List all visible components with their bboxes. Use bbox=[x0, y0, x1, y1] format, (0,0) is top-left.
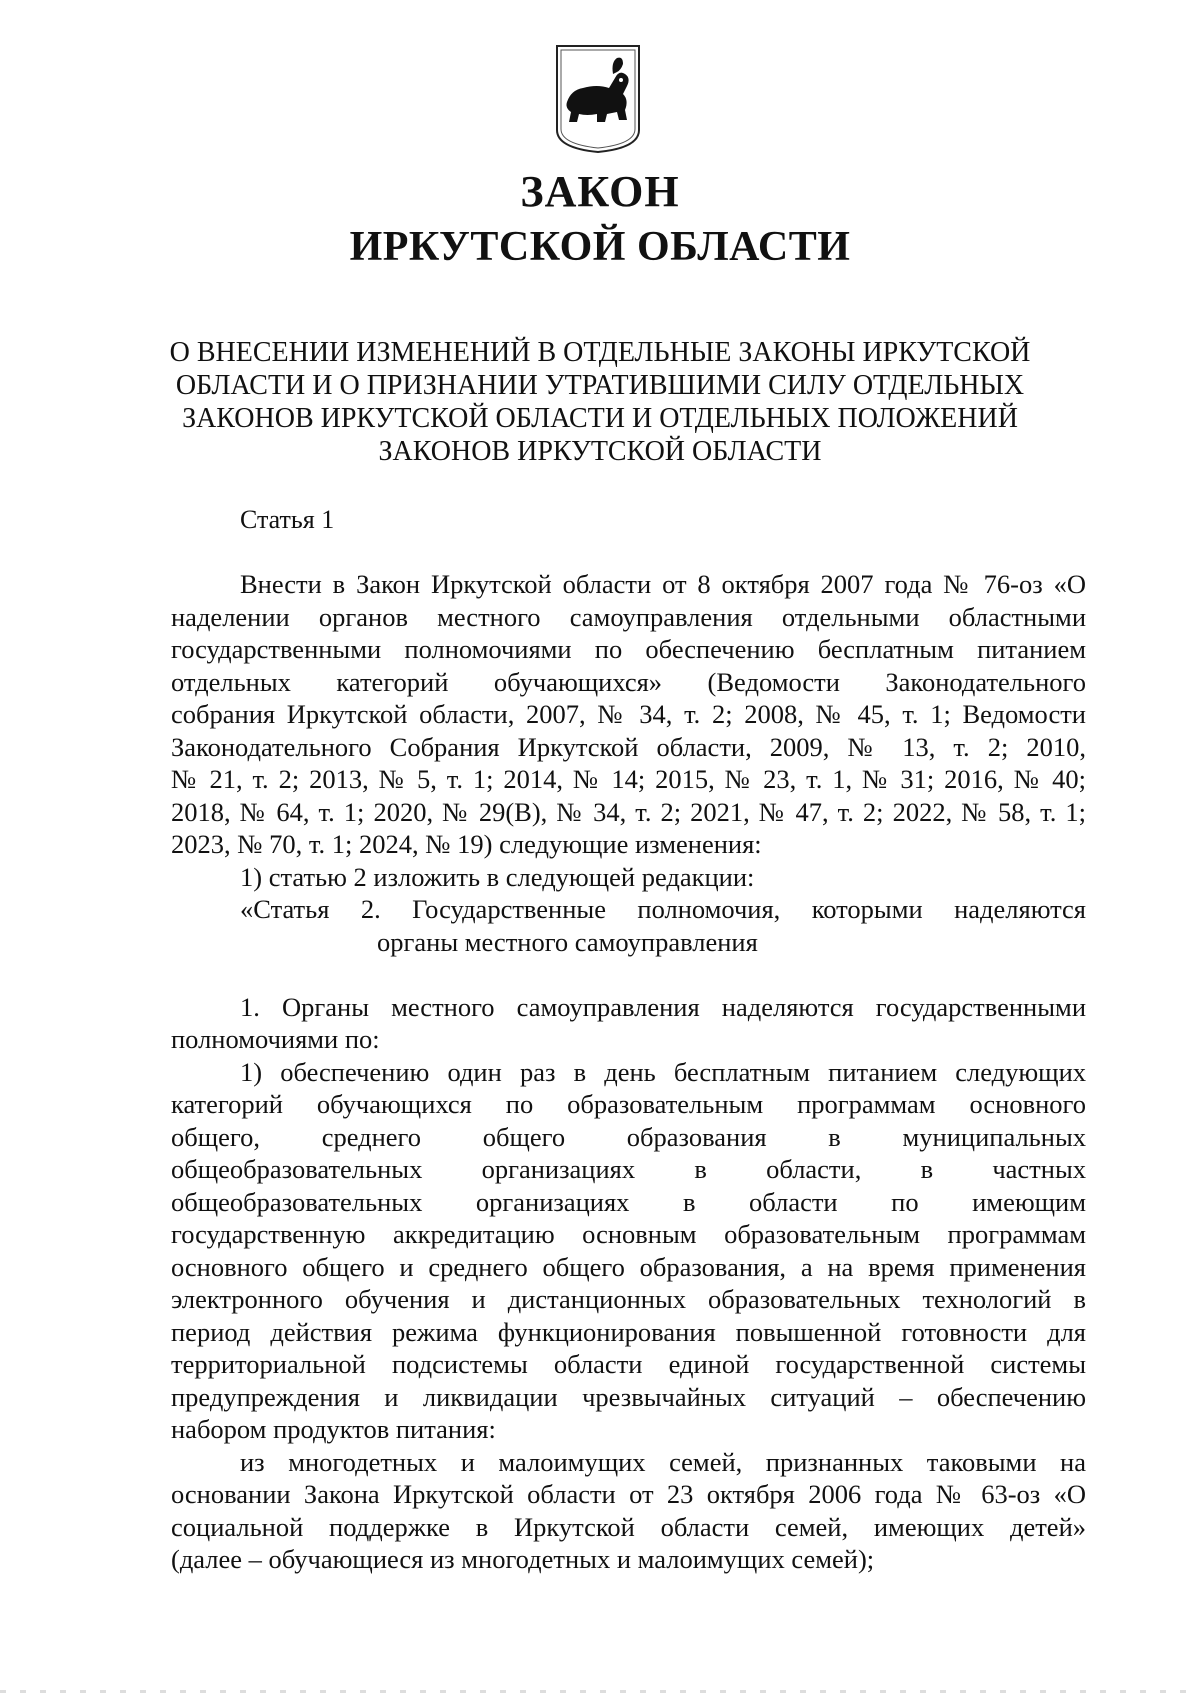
subclause-line: предупреждения и ликвидации чрезвычайных ситуаций – обеспечению bbox=[171, 1381, 1086, 1412]
family-clause-line: (далее – обучающиеся из многодетных и малоимущих семей); bbox=[171, 1544, 875, 1574]
subclause-line: 1) обеспечению один раз в день бесплатным питанием следующих bbox=[240, 1056, 1086, 1087]
subclause-line: территориальной подсистемы области единой государственной системы bbox=[171, 1349, 1086, 1379]
paragraph-line: Законодательного Собрания Иркутской области, 2009, № 13, т. 2; 2010, bbox=[171, 731, 1086, 762]
paragraph-line: № 21, т. 2; 2013, № 5, т. 1; 2014, № 14; 2015, № 23, т. 1, № 31; 2016, № 40; bbox=[171, 764, 1086, 794]
subtitle-line: ЗАКОНОВ ИРКУТСКОЙ ОБЛАСТИ И ОТДЕЛЬНЫХ ПОЛОЖЕНИЙ bbox=[182, 403, 1018, 434]
law-subtitle bbox=[150, 336, 1050, 468]
spacer bbox=[171, 958, 1086, 991]
article2-heading-cont: органы местного самоуправления bbox=[377, 926, 758, 957]
family-clause-line: из многодетных и малоимущих семей, признанных таковыми на bbox=[240, 1446, 1086, 1477]
subtitle-line: О ВНЕСЕНИИ ИЗМЕНЕНИЙ В ОТДЕЛЬНЫЕ ЗАКОНЫ ИРКУТСКОЙ bbox=[169, 337, 1031, 368]
amendment-item: 1) статью 2 изложить в следующей редакции: bbox=[240, 861, 755, 892]
paragraph-line: 2018, № 64, т. 1; 2020, № 29(В), № 34, т. 2; 2021, № 47, т. 2; 2022, № 58, т. 1; bbox=[171, 796, 1086, 827]
subclause-line: категорий обучающихся по образовательным программам основного bbox=[171, 1089, 1086, 1119]
law-title: ЗАКОН bbox=[520, 167, 680, 216]
subclause-line: государственную аккредитацию основным образовательным программам bbox=[171, 1219, 1086, 1249]
law-region-title: ИРКУТСКОЙ ОБЛАСТИ bbox=[349, 224, 851, 270]
subclause-line: общеобразовательных организациях в области, в частных bbox=[171, 1154, 1086, 1184]
family-clause-line: основании Закона Иркутской области от 23 октября 2006 года № 63-оз «О bbox=[171, 1479, 1086, 1509]
subclause-line: общего, среднего общего образования в муниципальных bbox=[171, 1121, 1086, 1152]
subclause-line: электронного обучения и дистанционных образовательных технологий в bbox=[171, 1284, 1086, 1314]
article-heading: Статья 1 bbox=[240, 505, 335, 534]
clause-line: полномочиями по: bbox=[171, 1024, 380, 1054]
paragraph-line: государственными полномочиями по обеспечению бесплатным питанием bbox=[171, 634, 1086, 664]
paragraph-line: отдельных категорий обучающихся» (Ведомости Законодательного bbox=[171, 666, 1086, 697]
family-clause-line: социальной поддержке в Иркутской области семей, имеющих детей» bbox=[171, 1511, 1086, 1542]
paragraph-line: 2023, № 70, т. 1; 2024, № 19) следующие изменения: bbox=[171, 829, 762, 859]
subclause-line: основного общего и среднего общего образования, а на время применения bbox=[171, 1251, 1086, 1282]
paragraph-line: собрания Иркутской области, 2007, № 34, т. 2; 2008, № 45, т. 1; Ведомости bbox=[171, 699, 1086, 729]
article-body bbox=[171, 568, 1086, 1576]
subtitle-line: ЗАКОНОВ ИРКУТСКОЙ ОБЛАСТИ bbox=[378, 436, 822, 467]
subclause-line: период действия режима функционирования повышенной готовности для bbox=[171, 1316, 1086, 1347]
subclause-line: общеобразовательных организациях в области по имеющим bbox=[171, 1186, 1086, 1217]
coat-of-arms-icon bbox=[553, 44, 643, 154]
paragraph-line: наделении органов местного самоуправления отдельными областными bbox=[171, 601, 1086, 632]
paragraph-line: Внести в Закон Иркутской области от 8 октября 2007 года № 76-оз «О bbox=[240, 569, 1086, 599]
subclause-line: набором продуктов питания: bbox=[171, 1414, 496, 1444]
scan-edge-artifact bbox=[0, 1690, 1200, 1693]
article2-heading: «Статья 2. Государственные полномочия, которыми наделяются bbox=[240, 894, 1086, 924]
clause-line: 1. Органы местного самоуправления наделяются государственными bbox=[240, 991, 1086, 1022]
subtitle-line: ОБЛАСТИ И О ПРИЗНАНИИ УТРАТИВШИМИ СИЛУ ОТДЕЛЬНЫХ bbox=[175, 370, 1025, 401]
